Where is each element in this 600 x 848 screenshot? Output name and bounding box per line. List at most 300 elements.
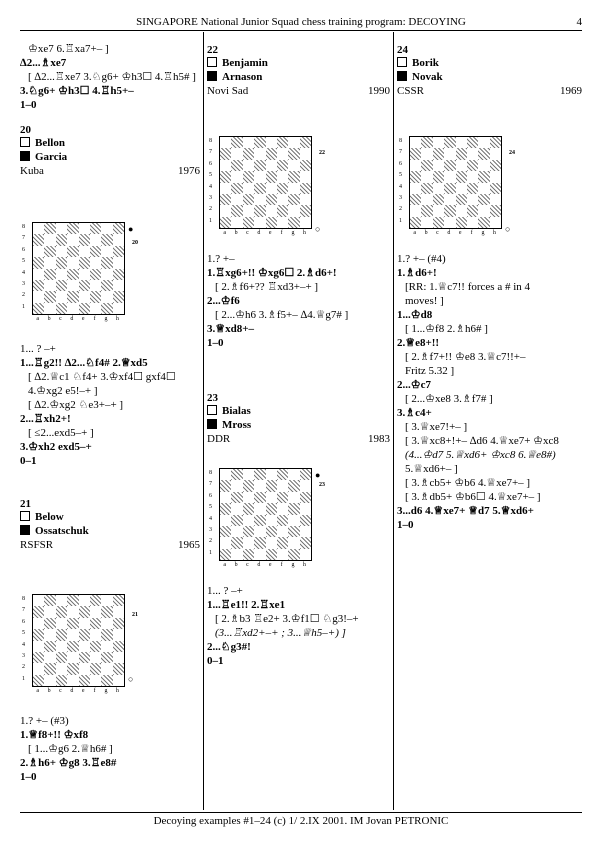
- board-square: [288, 549, 299, 560]
- board-square: [300, 503, 311, 514]
- board-square: [266, 503, 277, 514]
- board-square: [220, 469, 231, 480]
- board-square: [56, 675, 67, 686]
- board-square: [113, 629, 124, 640]
- board-square: [90, 663, 101, 674]
- board-square: [113, 303, 124, 314]
- board-square: [478, 183, 489, 194]
- board-square: [254, 171, 265, 182]
- event: Kuba: [20, 165, 44, 177]
- board-square: [67, 223, 78, 234]
- board-square: [433, 137, 444, 148]
- board-square: [33, 280, 44, 291]
- board-square: [231, 217, 242, 228]
- move-line: 2.♕e8+!!: [397, 337, 440, 349]
- board-square: [254, 480, 265, 491]
- board-square: [220, 160, 231, 171]
- board-square: [288, 480, 299, 491]
- board-square: [467, 194, 478, 205]
- board-square: [266, 183, 277, 194]
- white-player: Borik: [412, 57, 439, 69]
- chess-diagram: 8 7 6 5 4 3 2 1 a b c d e f g h 22 ○: [209, 138, 325, 236]
- move-line: 2...♔c7: [397, 379, 431, 391]
- board-square: [254, 469, 265, 480]
- black-player: Mross: [222, 419, 252, 431]
- board-square: [277, 549, 288, 560]
- board-square: [113, 291, 124, 302]
- board-square: [467, 171, 478, 182]
- board-square: [433, 194, 444, 205]
- board-square: [490, 194, 501, 205]
- board-square: [243, 526, 254, 537]
- board-square: [231, 137, 242, 148]
- board-square: [67, 675, 78, 686]
- board-square: [300, 148, 311, 159]
- board-square: [113, 223, 124, 234]
- move-line: 3.♗c4+: [397, 407, 432, 419]
- board-square: [113, 606, 124, 617]
- board-square: [277, 160, 288, 171]
- black-square-icon: [20, 525, 30, 535]
- board-square: [220, 217, 231, 228]
- board-square: [101, 629, 112, 640]
- move-line: (3...♖xd2+–+ ; 3...♕h5–+) ]: [215, 627, 346, 639]
- board-square: [231, 537, 242, 548]
- board-square: [300, 183, 311, 194]
- board-square: [277, 194, 288, 205]
- board-square: [456, 171, 467, 182]
- board-square: [243, 469, 254, 480]
- board-square: [490, 148, 501, 159]
- board-square: [44, 223, 55, 234]
- board-square: [243, 217, 254, 228]
- move-line: [ 3.♕xe7!+– ]: [405, 421, 468, 433]
- board-square: [220, 137, 231, 148]
- black-player: Garcia: [35, 151, 68, 163]
- board-square: [421, 160, 432, 171]
- move-line: 1–0: [20, 99, 37, 111]
- board-square: [277, 526, 288, 537]
- white-player: Bellon: [35, 137, 65, 149]
- board-square: [44, 257, 55, 268]
- game-number: 21: [20, 498, 31, 510]
- game-number: 22: [207, 44, 218, 56]
- chess-diagram: 8 7 6 5 4 3 2 1 a b c d e f g h 24 ○: [399, 138, 515, 236]
- board-square: [277, 148, 288, 159]
- board-square: [277, 480, 288, 491]
- board-square: [266, 469, 277, 480]
- board-square: [67, 246, 78, 257]
- board-square: [300, 537, 311, 548]
- board-square: [44, 303, 55, 314]
- board-square: [56, 291, 67, 302]
- board-square: [101, 618, 112, 629]
- board-square: [444, 137, 455, 148]
- move-line: 1... ? –+: [20, 343, 56, 355]
- move-line: [ ∆2.♕c1 ♘f4+ 3.♔xf4☐ gxf4☐: [28, 371, 176, 383]
- board-square: [288, 183, 299, 194]
- board-square: [410, 217, 421, 228]
- board-square: [67, 595, 78, 606]
- move-line: 3.♘g6+ ♔h3☐ 4.♖h5+–: [20, 85, 134, 97]
- header-title: SINGAPORE National Junior Squad chess training program: DECOYING: [136, 16, 466, 28]
- board-square: [300, 171, 311, 182]
- board-square: [67, 663, 78, 674]
- column-divider: [203, 32, 204, 810]
- board-square: [231, 148, 242, 159]
- board-square: [254, 194, 265, 205]
- board-square: [421, 137, 432, 148]
- game-number: 24: [397, 44, 408, 56]
- board-square: [421, 205, 432, 216]
- board-square: [113, 257, 124, 268]
- board-square: [266, 160, 277, 171]
- board-square: [231, 503, 242, 514]
- board-square: [266, 148, 277, 159]
- board-square: [67, 303, 78, 314]
- board-square: [243, 492, 254, 503]
- board-square: [90, 234, 101, 245]
- move-line: [ 1...♔g6 2.♕h6# ]: [28, 743, 113, 755]
- year: 1983: [368, 433, 390, 445]
- board-square: [44, 641, 55, 652]
- board-square: [266, 171, 277, 182]
- board-square: [410, 194, 421, 205]
- white-player: Below: [35, 511, 64, 523]
- board-square: [220, 183, 231, 194]
- board-square: [421, 148, 432, 159]
- board-square: [33, 246, 44, 257]
- black-player: Ossatschuk: [35, 525, 89, 537]
- board-square: [444, 171, 455, 182]
- board-square: [421, 183, 432, 194]
- board-square: [101, 246, 112, 257]
- board-square: [243, 537, 254, 548]
- board-square: [220, 148, 231, 159]
- board-square: [433, 217, 444, 228]
- board-square: [288, 171, 299, 182]
- game-moves: [207, 584, 390, 668]
- board-square: [410, 171, 421, 182]
- board-square: [444, 205, 455, 216]
- board-square: [243, 183, 254, 194]
- board-square: [90, 618, 101, 629]
- board-square: [44, 280, 55, 291]
- move-line: [ 2.♗f7+!! ♔e8 3.♕c7!!+–: [405, 351, 526, 363]
- move-line: [ 1...♔f8 2.♗h6# ]: [405, 323, 488, 335]
- page-footer: Decoying examples #1–24 (c) 1/ 2.IX 2001. IM Jovan PETRONIC: [20, 812, 582, 827]
- board-square: [33, 641, 44, 652]
- year: 1965: [178, 539, 200, 551]
- board-square: [478, 171, 489, 182]
- move-line: moves! ]: [405, 295, 444, 307]
- board-square: [79, 629, 90, 640]
- board-square: [288, 194, 299, 205]
- move-line: 1.? +–: [207, 253, 235, 265]
- board-square: [410, 160, 421, 171]
- board-square: [490, 205, 501, 216]
- move-line: 3.♕xd8+–: [207, 323, 254, 335]
- move-line: 5.♕xd6+– ]: [405, 463, 458, 475]
- board-square: [300, 515, 311, 526]
- board-square: [44, 606, 55, 617]
- board-square: [56, 223, 67, 234]
- board-square: [478, 160, 489, 171]
- board-square: [79, 595, 90, 606]
- move-line: [ 2...♔xe8 3.♗f7# ]: [405, 393, 493, 405]
- board-square: [113, 246, 124, 257]
- board-square: [254, 526, 265, 537]
- board-square: [220, 526, 231, 537]
- board-square: [243, 480, 254, 491]
- move-line: 0–1: [20, 455, 37, 467]
- board-square: [67, 641, 78, 652]
- game-moves: [207, 252, 390, 350]
- board-square: [101, 652, 112, 663]
- board-square: [67, 629, 78, 640]
- board-square: [90, 606, 101, 617]
- board-square: [300, 492, 311, 503]
- move-line: 1.♕f8+!! ♔xf8: [20, 729, 89, 741]
- game-20: [20, 124, 200, 468]
- board-square: [467, 205, 478, 216]
- board-square: [101, 606, 112, 617]
- board-square: [56, 663, 67, 674]
- board-square: [266, 492, 277, 503]
- board-square: [410, 148, 421, 159]
- board-square: [300, 469, 311, 480]
- chess-board: [219, 136, 312, 229]
- move-line: 1...♔d8: [397, 309, 433, 321]
- event: DDR: [207, 433, 231, 445]
- board-square: [421, 171, 432, 182]
- board-square: [101, 663, 112, 674]
- board-square: [277, 137, 288, 148]
- board-square: [33, 652, 44, 663]
- diagram-number: 23: [319, 482, 325, 488]
- board-square: [456, 194, 467, 205]
- board-square: [300, 526, 311, 537]
- board-square: [113, 641, 124, 652]
- board-square: [79, 675, 90, 686]
- diagram-number: 20: [132, 240, 138, 246]
- move-line: [ 2...♔h6 3.♗f5+– ∆4.♕g7# ]: [215, 309, 349, 321]
- board-square: [254, 217, 265, 228]
- board-square: [266, 480, 277, 491]
- game-21: [20, 498, 200, 784]
- board-square: [266, 217, 277, 228]
- page-header: [20, 14, 582, 31]
- board-square: [220, 205, 231, 216]
- move-line: 4.♔xg2 e5!–+ ]: [28, 385, 98, 397]
- board-square: [44, 291, 55, 302]
- move-line: [ 3.♕xc8+!+– ∆d6 4.♕xe7+ ♔xc8: [405, 435, 559, 447]
- board-square: [231, 205, 242, 216]
- board-square: [288, 503, 299, 514]
- board-square: [79, 269, 90, 280]
- move-line: [ 2.♗f6+?? ♖xd3+–+ ]: [215, 281, 319, 293]
- board-square: [266, 137, 277, 148]
- board-square: [444, 183, 455, 194]
- board-square: [243, 549, 254, 560]
- board-square: [33, 257, 44, 268]
- board-square: [300, 205, 311, 216]
- board-square: [33, 303, 44, 314]
- board-square: [56, 606, 67, 617]
- board-square: [101, 269, 112, 280]
- page-number: 4: [576, 16, 582, 28]
- board-square: [421, 194, 432, 205]
- chess-diagram: 8 7 6 5 4 3 2 1 a b c d e f g h ● 23: [209, 470, 325, 568]
- board-square: [288, 526, 299, 537]
- board-square: [467, 137, 478, 148]
- board-square: [467, 160, 478, 171]
- board-square: [90, 223, 101, 234]
- move-line: ∆2...♗xe7: [20, 57, 67, 69]
- move-line: 1–0: [207, 337, 224, 349]
- board-square: [288, 515, 299, 526]
- white-square-icon: [207, 57, 217, 67]
- board-square: [56, 618, 67, 629]
- board-square: [90, 652, 101, 663]
- board-square: [56, 629, 67, 640]
- board-square: [277, 183, 288, 194]
- column-2: [207, 42, 390, 668]
- diagram-number: 24: [509, 150, 515, 156]
- chess-diagram: 8 7 6 5 4 3 2 1 a b c d e f g h ● 20: [22, 224, 138, 322]
- board-square: [79, 303, 90, 314]
- board-square: [467, 148, 478, 159]
- year: 1990: [368, 85, 390, 97]
- black-player: Arnason: [222, 71, 263, 83]
- board-square: [113, 280, 124, 291]
- board-square: [490, 183, 501, 194]
- board-square: [101, 234, 112, 245]
- board-square: [433, 171, 444, 182]
- board-square: [490, 171, 501, 182]
- column-1: [20, 42, 200, 784]
- board-square: [288, 148, 299, 159]
- board-square: [33, 223, 44, 234]
- board-square: [421, 217, 432, 228]
- board-square: [56, 234, 67, 245]
- board-square: [56, 303, 67, 314]
- move-line: [ ≤2...exd5–+ ]: [28, 427, 94, 439]
- board-square: [67, 280, 78, 291]
- board-square: [220, 480, 231, 491]
- board-square: [220, 194, 231, 205]
- white-player: Bialas: [222, 405, 251, 417]
- board-square: [277, 171, 288, 182]
- board-square: [254, 503, 265, 514]
- board-square: [444, 148, 455, 159]
- board-square: [220, 503, 231, 514]
- board-square: [113, 675, 124, 686]
- move-line: 1... ? –+: [207, 585, 243, 597]
- move-line: 1.? +– (#4): [397, 253, 446, 265]
- board-square: [243, 148, 254, 159]
- board-square: [288, 492, 299, 503]
- board-square: [467, 217, 478, 228]
- board-square: [67, 606, 78, 617]
- board-square: [67, 234, 78, 245]
- board-square: [56, 641, 67, 652]
- board-square: [410, 183, 421, 194]
- board-square: [254, 537, 265, 548]
- board-square: [67, 257, 78, 268]
- move-line: 1.♖xg6+!! ♔xg6☐ 2.♗d6+!: [207, 267, 337, 279]
- board-square: [67, 291, 78, 302]
- move-line: 2.♗h6+ ♔g8 3.♖e8#: [20, 757, 117, 769]
- board-square: [277, 469, 288, 480]
- board-square: [433, 160, 444, 171]
- board-square: [444, 194, 455, 205]
- board-square: [56, 280, 67, 291]
- white-square-icon: [207, 405, 217, 415]
- black-square-icon: [207, 71, 217, 81]
- board-square: [254, 515, 265, 526]
- board-square: [90, 291, 101, 302]
- board-square: [231, 480, 242, 491]
- board-square: [79, 641, 90, 652]
- board-square: [288, 205, 299, 216]
- board-square: [220, 171, 231, 182]
- board-square: [231, 492, 242, 503]
- board-square: [231, 194, 242, 205]
- board-square: [44, 234, 55, 245]
- move-line: [ ∆2...♖xe7 3.♘g6+ ♔h3☐ 4.♖h5# ]: [28, 71, 196, 83]
- move-line: 1...♖e1!! 2.♖xe1: [207, 599, 286, 611]
- game-23: [207, 392, 390, 668]
- board-square: [456, 205, 467, 216]
- chess-board: [219, 468, 312, 561]
- board-square: [33, 663, 44, 674]
- event: CSSR: [397, 85, 424, 97]
- board-square: [67, 618, 78, 629]
- white-square-icon: [20, 511, 30, 521]
- board-square: [101, 280, 112, 291]
- move-line: 1...♖g2!! ∆2...♘f4# 2.♕xd5: [20, 357, 148, 369]
- move-line: [ ∆2.♔xg2 ♘e3+–+ ]: [28, 399, 124, 411]
- board-square: [44, 269, 55, 280]
- board-square: [490, 160, 501, 171]
- game-24: [397, 44, 582, 532]
- board-square: [79, 280, 90, 291]
- white-square-icon: [20, 137, 30, 147]
- board-square: [90, 246, 101, 257]
- black-player: Novak: [412, 71, 443, 83]
- board-square: [456, 137, 467, 148]
- board-square: [79, 663, 90, 674]
- board-square: [33, 629, 44, 640]
- board-square: [56, 257, 67, 268]
- board-square: [90, 280, 101, 291]
- board-square: [101, 303, 112, 314]
- board-square: [231, 183, 242, 194]
- board-square: [277, 503, 288, 514]
- move-line: Fritz 5.32 ]: [405, 365, 455, 377]
- board-square: [231, 549, 242, 560]
- board-square: [277, 537, 288, 548]
- move-line: 2...♔f6: [207, 295, 240, 307]
- board-square: [254, 492, 265, 503]
- board-square: [266, 549, 277, 560]
- board-square: [56, 246, 67, 257]
- board-square: [254, 137, 265, 148]
- board-square: [90, 257, 101, 268]
- board-square: [300, 549, 311, 560]
- diagram-number: 22: [319, 150, 325, 156]
